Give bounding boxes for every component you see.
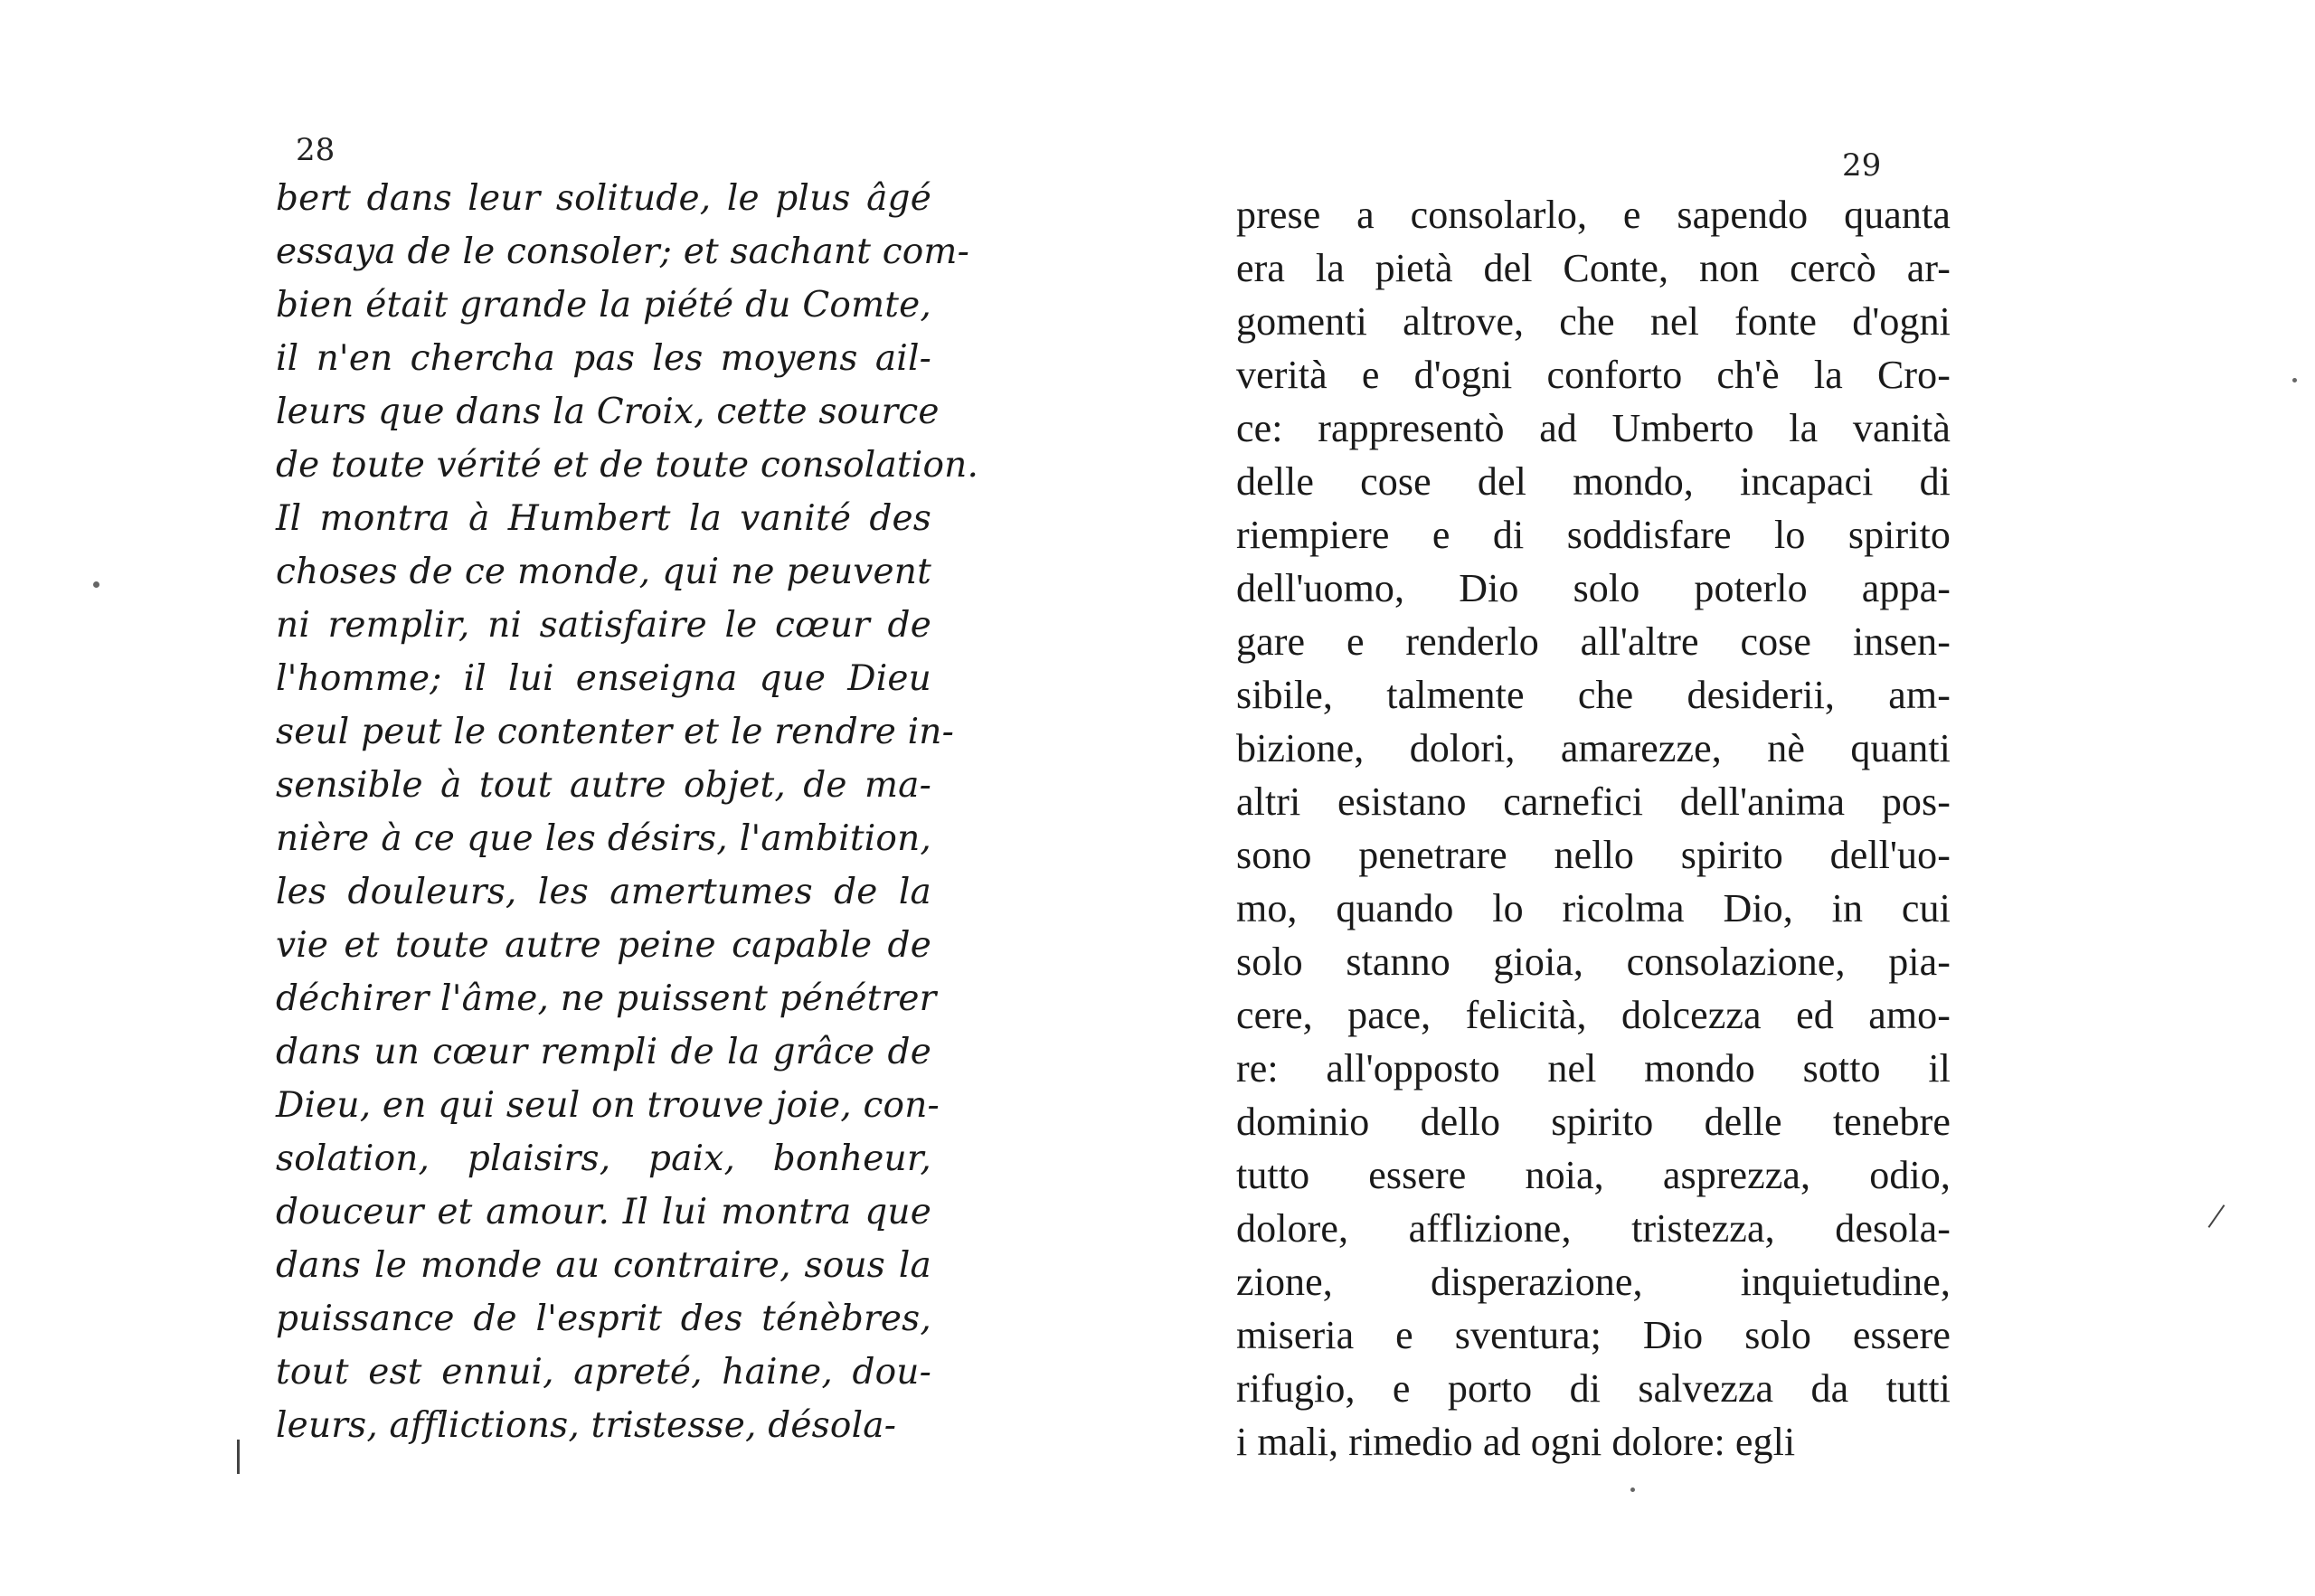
italian-text-block xyxy=(1236,188,1951,1469)
text-line: seul peut le contenter et le rendre in- xyxy=(276,712,954,752)
text-line: sono penetrare nello spirito dell'uo- xyxy=(1236,833,1951,877)
text-line: douceur et amour. Il lui montra que xyxy=(276,1192,931,1232)
text-line: era la pietà del Conte, non cercò ar- xyxy=(1236,246,1951,290)
text-line: dominio dello spirito delle tenebre xyxy=(1236,1100,1951,1144)
text-line: riempiere e di soddisfare lo spirito xyxy=(1236,513,1951,557)
text-line: altri esistano carnefici dell'anima pos- xyxy=(1236,779,1951,824)
text-line: sensible à tout autre objet, de ma- xyxy=(276,765,931,806)
text-line: puissance de l'esprit des ténèbres, xyxy=(276,1299,931,1339)
scan-speck xyxy=(2292,378,2297,382)
text-line: delle cose del mondo, incapaci di xyxy=(1236,459,1951,504)
right-page xyxy=(1158,0,2315,1596)
text-line: miseria e sventura; Dio solo essere xyxy=(1236,1313,1951,1357)
text-line: rifugio, e porto di salvezza da tutti xyxy=(1236,1366,1951,1411)
text-line: leurs que dans la Croix, cette source xyxy=(276,392,940,432)
text-line: vie et toute autre peine capable de xyxy=(276,925,931,966)
french-text-block xyxy=(276,172,979,1452)
text-line: tout est ennui, apreté, haine, dou- xyxy=(276,1352,931,1393)
text-line: dans le monde au contraire, sous la xyxy=(276,1245,931,1286)
text-line: bizione, dolori, amarezze, nè quanti xyxy=(1236,726,1951,770)
text-line: gomenti altrove, che nel fonte d'ogni xyxy=(1236,299,1951,344)
text-line: essaya de le consoler; et sachant com- xyxy=(276,231,969,272)
text-line: cere, pace, felicità, dolcezza ed amo- xyxy=(1236,993,1951,1037)
text-line: choses de ce monde, qui ne peuvent xyxy=(276,552,931,592)
text-line: l'homme; il lui enseigna que Dieu xyxy=(276,658,931,699)
text-line: dell'uomo, Dio solo poterlo appa- xyxy=(1236,566,1951,610)
text-line: bert dans leur solitude, le plus âgé xyxy=(276,178,931,219)
text-line: ni remplir, ni satisfaire le cœur de xyxy=(276,605,931,646)
text-line: gare e renderlo all'altre cose insen- xyxy=(1236,619,1951,664)
text-line: Il montra à Humbert la vanité des xyxy=(276,498,931,539)
text-line: zione, disperazione, inquietudine, xyxy=(1236,1260,1951,1304)
text-line: re: all'opposto nel mondo sotto il xyxy=(1236,1046,1951,1091)
text-line: déchirer l'âme, ne puissent pénétrer xyxy=(276,978,937,1019)
scan-mark xyxy=(237,1440,240,1474)
text-line: prese a consolarlo, e sapendo quanta xyxy=(1236,193,1951,237)
scan-mark xyxy=(2208,1204,2225,1228)
text-line: de toute vérité et de toute consolation. xyxy=(276,445,979,486)
text-line: solation, plaisirs, paix, bonheur, xyxy=(276,1138,931,1179)
page-number: 28 xyxy=(296,132,335,168)
scan-speck xyxy=(93,581,99,588)
text-line: mo, quando lo ricolma Dio, in cui xyxy=(1236,886,1951,930)
text-line: nière à ce que les désirs, l'ambition, xyxy=(276,818,931,859)
text-line: Dieu, en qui seul on trouve joie, con- xyxy=(276,1085,940,1126)
text-line: verità e d'ogni conforto ch'è la Cro- xyxy=(1236,353,1951,397)
text-line: leurs, afflictions, tristesse, désola- xyxy=(276,1405,897,1446)
text-line: les douleurs, les amertumes de la xyxy=(276,872,931,912)
text-line: bien était grande la piété du Comte, xyxy=(276,285,931,326)
text-line: dolore, afflizione, tristezza, desola- xyxy=(1236,1206,1951,1251)
text-line: tutto essere noia, asprezza, odio, xyxy=(1236,1153,1951,1197)
text-line: sibile, talmente che desiderii, am- xyxy=(1236,673,1951,717)
scan-speck xyxy=(1630,1487,1635,1492)
text-line: i mali, rimedio ad ogni dolore: egli xyxy=(1236,1420,1796,1464)
text-line: il n'en chercha pas les moyens ail- xyxy=(276,338,931,379)
text-line: dans un cœur rempli de la grâce de xyxy=(276,1032,931,1072)
text-line: ce: rappresentò ad Umberto la vanità xyxy=(1236,406,1951,450)
text-line: solo stanno gioia, consolazione, pia- xyxy=(1236,940,1951,984)
page-number: 29 xyxy=(1842,147,1882,184)
